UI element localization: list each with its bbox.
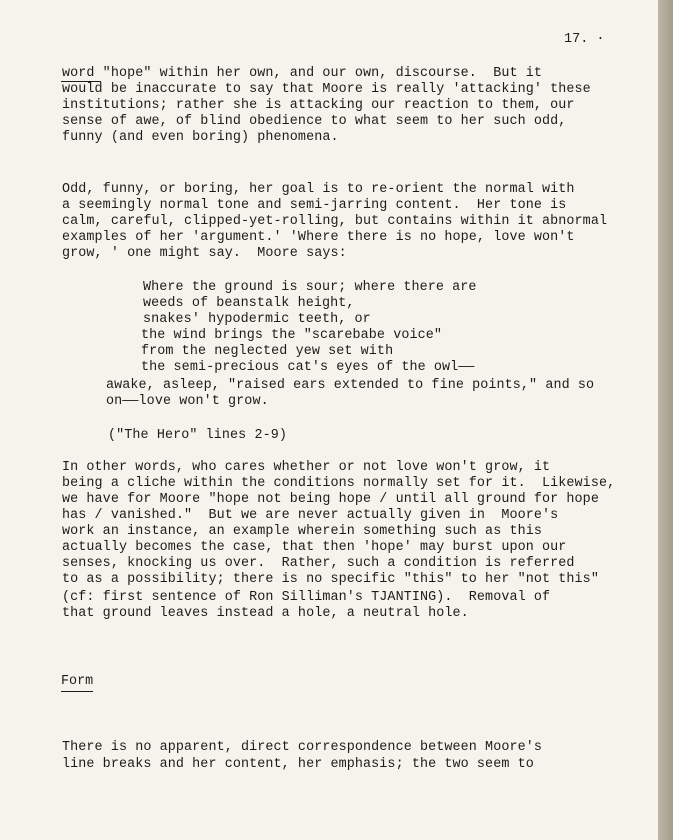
paragraph-1-line: would be inaccurate to say that Moore is really 'attacking' these: [62, 82, 591, 97]
paragraph-3-line: actually becomes the case, that then 'hope' may burst upon our: [62, 540, 567, 555]
paragraph-3-line: senses, knocking us over. Rather, such a condition is referred: [62, 556, 575, 571]
paragraph-2-line: examples of her 'argument.' 'Where there is no hope, love won't: [62, 230, 575, 245]
paragraph-2-line: grow, ' one might say. Moore says:: [62, 246, 347, 261]
paragraph-3-line: that ground leaves instead a hole, a neutral hole.: [62, 606, 469, 621]
paragraph-1-line: institutions; rather she is attacking our reaction to them, our: [62, 98, 575, 113]
paragraph-2-line: calm, careful, clipped-yet-rolling, but contains within it abnormal: [62, 214, 608, 229]
paragraph-2-line: Odd, funny, or boring, her goal is to re-orient the normal with: [62, 182, 575, 197]
paragraph-1-line: word "hope" within her own, and our own, discourse. But it: [62, 66, 543, 81]
paragraph-3-line: In other words, who cares whether or not love won't grow, it: [62, 460, 551, 475]
paragraph-3-line: being a cliche within the conditions normally set for it. Likewise,: [62, 476, 616, 491]
paragraph-1-line: funny (and even boring) phenomena.: [62, 130, 339, 145]
paragraph-3-line: to as a possibility; there is no specific "this" to her "not this": [62, 572, 599, 587]
paragraph-3-line: has / vanished." But we are never actually given in Moore's: [62, 508, 559, 523]
book-spine: [658, 0, 673, 840]
quote-line: the semi-precious cat's eyes of the owl——: [141, 360, 475, 375]
paragraph-3-line: (cf: first sentence of Ron Silliman's TJANTING). Removal of: [62, 590, 551, 605]
quote-line: from the neglected yew set with: [141, 344, 394, 359]
quote-line: awake, asleep, "raised ears extended to fine points," and so: [106, 378, 595, 393]
page-number: 17. ·: [564, 32, 605, 47]
paragraph-3-line: work an instance, an example wherein something such as this: [62, 524, 543, 539]
paragraph-2-line: a seemingly normal tone and semi-jarring content. Her tone is: [62, 198, 567, 213]
quote-line: the wind brings the "scarebabe voice": [141, 328, 443, 343]
quote-citation: ("The Hero" lines 2-9): [108, 428, 287, 443]
quote-line: on——love won't grow.: [106, 394, 269, 409]
paragraph-1-line: sense of awe, of blind obedience to what seem to her such odd,: [62, 114, 567, 129]
paragraph-3-line: we have for Moore "hope not being hope / until all ground for hope: [62, 492, 599, 507]
section-heading: Form: [61, 674, 93, 692]
quote-line: weeds of beanstalk height,: [143, 296, 355, 311]
paragraph-4-line: line breaks and her content, her emphasis; the two seem to: [62, 757, 534, 772]
quote-line: Where the ground is sour; where there are: [143, 280, 477, 295]
quote-line: snakes' hypodermic teeth, or: [143, 312, 371, 327]
paragraph-4-line: There is no apparent, direct correspondence between Moore's: [62, 740, 543, 755]
